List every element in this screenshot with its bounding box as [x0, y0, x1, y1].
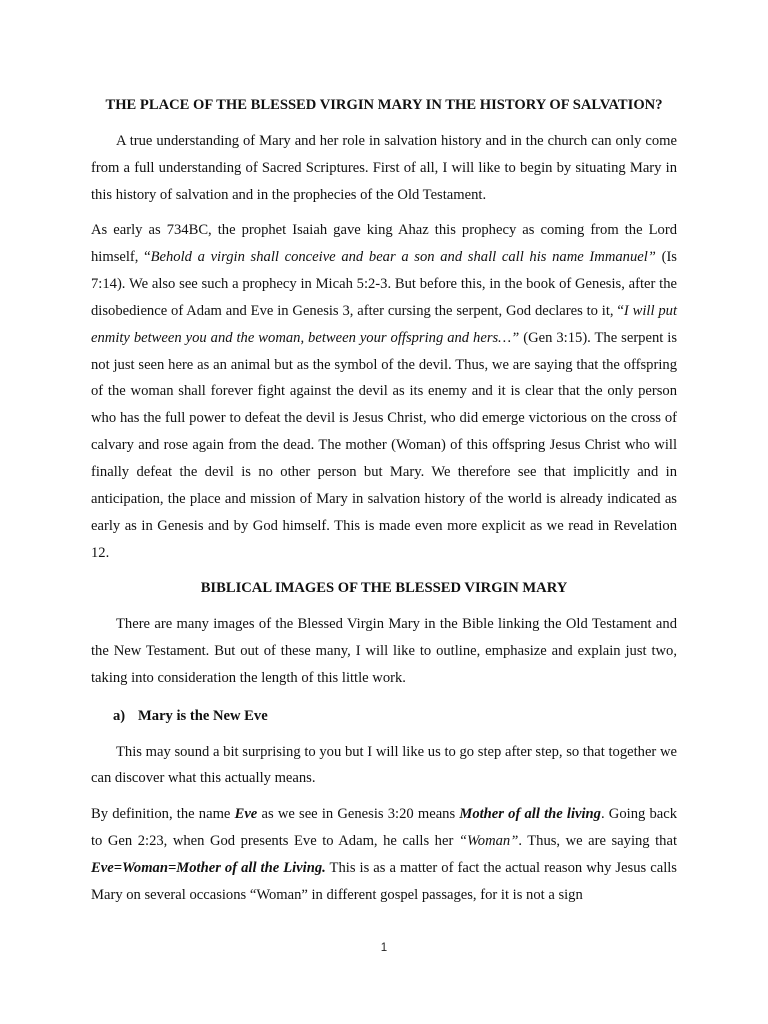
mother-of-living-term: Mother of all the living — [459, 806, 601, 823]
images-intro-paragraph: There are many images of the Blessed Virgin Mary in the Bible linking the Old Testament and the New Testament. But out of these many, I will like to outline, emphasize and explain just two, taking into consideration the length of this little work. — [91, 616, 677, 686]
genesis-quote: I will put enmity between you and the woman, between your offspring and hers…” — [91, 302, 677, 346]
step-paragraph: This may sound a bit surprising to you but I will like us to go step after step, so that together we can discover what this actually means. — [91, 743, 677, 787]
page-number: 1 — [380, 942, 388, 954]
subsection-title: Mary is the New Eve — [138, 707, 268, 724]
eve-woman-equation: Eve=Woman=Mother of all the Living. — [91, 859, 326, 876]
intro-paragraph: A true understanding of Mary and her role in salvation history and in the church can only come from a full understanding of Sacred Scriptures. First of all, I will like to begin by situating Mary in this history of salvation and in the prophecies of the Old Testament. — [91, 132, 677, 203]
eve-definition-paragraph: By definition, the name Eve as we see in Genesis 3:20 means Mother of all the living. Going back to Gen 2:23, when God presents Eve to Adam, he calls her “Woman”. Thus, we are saying that Eve=Woman=Mother of all the Living. This is as a matter of fact the actual reason why Jesus calls Mary on several occasions “Woman” in different gospel passages, for it is not a sign — [91, 806, 678, 903]
section-heading-biblical-images: BIBLICAL IMAGES OF THE BLESSED VIRGIN MARY — [200, 580, 568, 597]
woman-quote: “Woman” — [458, 833, 519, 850]
isaiah-quote: Behold a virgin shall conceive and bear a son and shall call his name Immanuel” — [150, 249, 656, 266]
page-body — [91, 92, 677, 909]
document-title: THE PLACE OF THE BLESSED VIRGIN MARY IN THE HISTORY OF SALVATION? — [105, 97, 663, 113]
list-marker: a) — [113, 707, 126, 724]
prophecy-paragraph: As early as 734BC, the prophet Isaiah gave king Ahaz this prophecy as coming from the Lord himself, “Behold a virgin shall conceive and bear a son and shall call his name Immanuel” (Is 7:14). We also see such a prophecy in Micah 5:2-3. But before this, in the book of Genesis, after the disobedience of Adam and Eve in Genesis 3, after cursing the serpent, God declares to it, “I will put enmity between you and the woman, between your offspring and hers…” (Gen 3:15). The serpent is not just seen here as an animal but as the symbol of the devil. Thus, we are saying that the offspring of the woman shall forever fight against the devil as its enemy and it is clear that the only person who has the full power to defeat the devil is Jesus Christ, who did emerge victorious on the cross of calvary and rose again from the dead. The mother (Woman) of this offspring Jesus Christ who will finally defeat the devil is no other person but Mary. We therefore see that implicitly and in anticipation, the place and mission of Mary in salvation history of the world is already indicated as early as in Genesis and by God himself. This is made even more explicit as we read in Revelation 12. — [91, 222, 677, 561]
eve-term: Eve — [234, 806, 258, 823]
subsection-heading-new-eve — [91, 703, 677, 730]
